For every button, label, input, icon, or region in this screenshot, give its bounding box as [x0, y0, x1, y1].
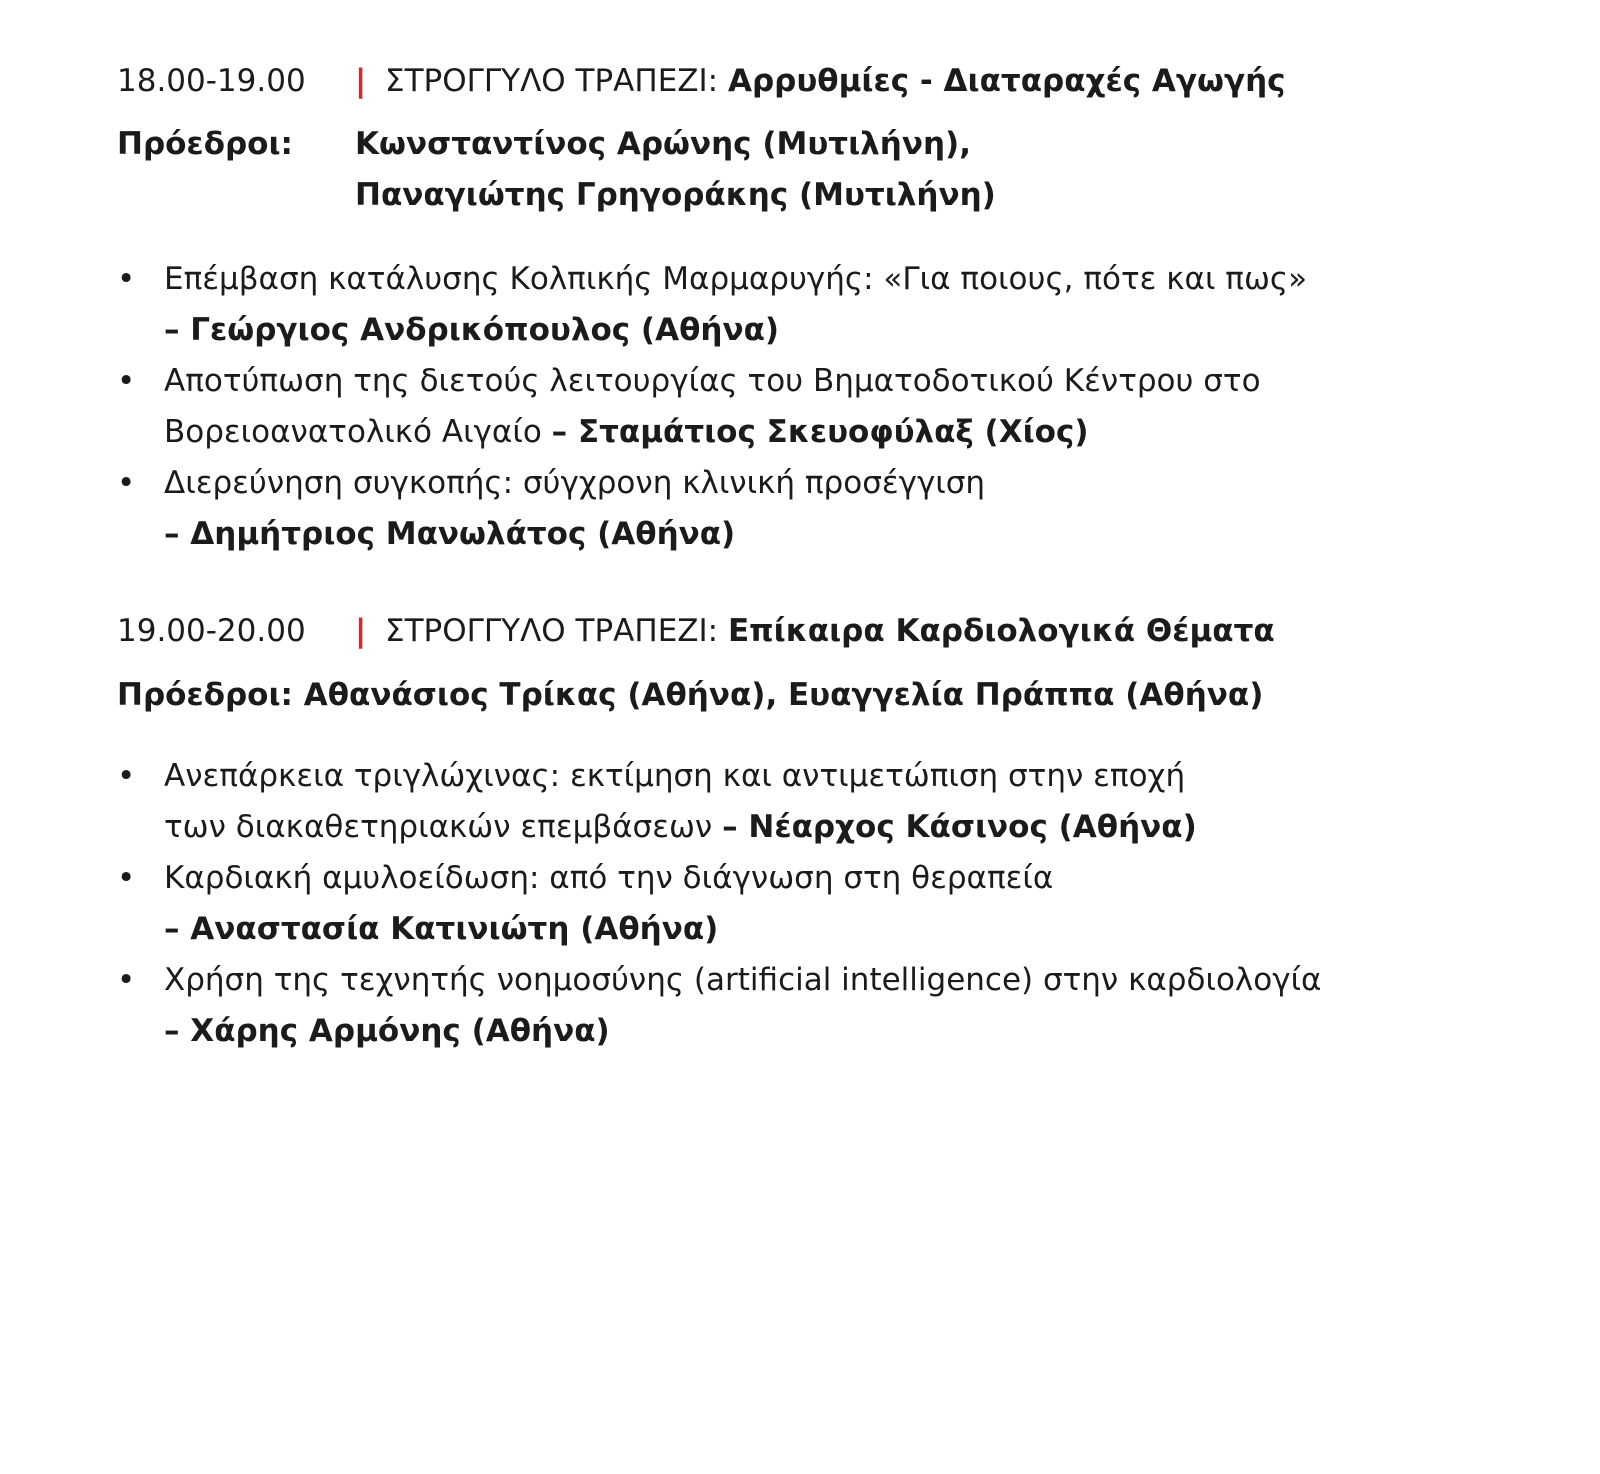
talk-item: [117, 458, 1557, 560]
session-title: Αρρυθμίες - Διαταραχές Αγωγής: [727, 63, 1286, 99]
talk-title: Επέμβαση κατάλυσης Κολπικής Μαρμαρυγής: «Για ποιους, πότε και πως»: [164, 261, 1308, 297]
talk-item: [117, 254, 1557, 356]
session-current-topics: [117, 608, 1557, 1057]
session-arrhythmias: [117, 58, 1557, 560]
session-header: [117, 58, 1557, 104]
talk-title-cont: Βορειοανατολικό Αιγαίο: [164, 414, 552, 450]
talk-list: [117, 751, 1557, 1057]
bullet-icon: •: [117, 860, 136, 896]
talk-speaker: – Χάρης Αρμόνης (Αθήνα): [164, 1013, 610, 1049]
talk-title: Διερεύνηση συγκοπής: σύγχρονη κλινική προσέγγιση: [164, 465, 986, 501]
talk-item: [117, 356, 1557, 458]
bullet-icon: •: [117, 363, 136, 399]
talk-title: Ανεπάρκεια τριγλώχινας: εκτίμηση και αντιμετώπιση στην εποχή: [164, 758, 1186, 794]
session-chairs: [117, 119, 1557, 221]
program-page: [117, 58, 1557, 1057]
session-time: 18.00-19.00: [117, 63, 306, 99]
separator-bar: |: [355, 613, 367, 649]
bullet-icon: •: [117, 962, 136, 998]
talk-item: [117, 853, 1557, 955]
talk-item: [117, 955, 1557, 1057]
session-time: 19.00-20.00: [117, 613, 306, 649]
talk-title: Καρδιακή αμυλοείδωση: από την διάγνωση στη θεραπεία: [164, 860, 1054, 896]
chairs-names: [355, 119, 996, 221]
separator-bar: |: [355, 63, 367, 99]
talk-speaker: – Σταμάτιος Σκευοφύλαξ (Χίος): [551, 414, 1089, 450]
talk-speaker: – Νέαρχος Κάσινος (Αθήνα): [722, 809, 1197, 845]
session-type-label: ΣΤΡΟΓΓΥΛΟ ΤΡΑΠΕΖΙ:: [385, 613, 719, 649]
chair-name: Κωνσταντίνος Αρώνης (Μυτιλήνη),: [355, 126, 971, 162]
bullet-icon: •: [117, 465, 136, 501]
talk-title-cont: των διακαθετηριακών επεμβάσεων: [164, 809, 723, 845]
session-header: [117, 608, 1557, 654]
talk-title: Αποτύπωση της διετούς λειτουργίας του Βηματοδοτικού Κέντρου στο: [164, 363, 1261, 399]
session-title: Επίκαιρα Καρδιολογικά Θέματα: [727, 613, 1275, 649]
session-chairs: Πρόεδροι: Αθανάσιος Τρίκας (Αθήνα), Ευαγγελία Πράππα (Αθήνα): [117, 677, 1264, 713]
talk-item: [117, 751, 1557, 853]
chairs-label: Πρόεδροι:: [117, 126, 293, 162]
bullet-icon: •: [117, 758, 136, 794]
talk-speaker: – Αναστασία Κατινιώτη (Αθήνα): [164, 911, 719, 947]
talk-speaker: – Γεώργιος Ανδρικόπουλος (Αθήνα): [164, 312, 780, 348]
session-type-label: ΣΤΡΟΓΓΥΛΟ ΤΡΑΠΕΖΙ:: [385, 63, 719, 99]
bullet-icon: •: [117, 261, 136, 297]
chair-name: Παναγιώτης Γρηγοράκης (Μυτιλήνη): [355, 177, 996, 213]
talk-list: [117, 254, 1557, 560]
talk-speaker: – Δημήτριος Μανωλάτος (Αθήνα): [164, 516, 736, 552]
talk-title: Χρήση της τεχνητής νοημοσύνης (artificial intelligence) στην καρδιολογία: [164, 962, 1322, 998]
